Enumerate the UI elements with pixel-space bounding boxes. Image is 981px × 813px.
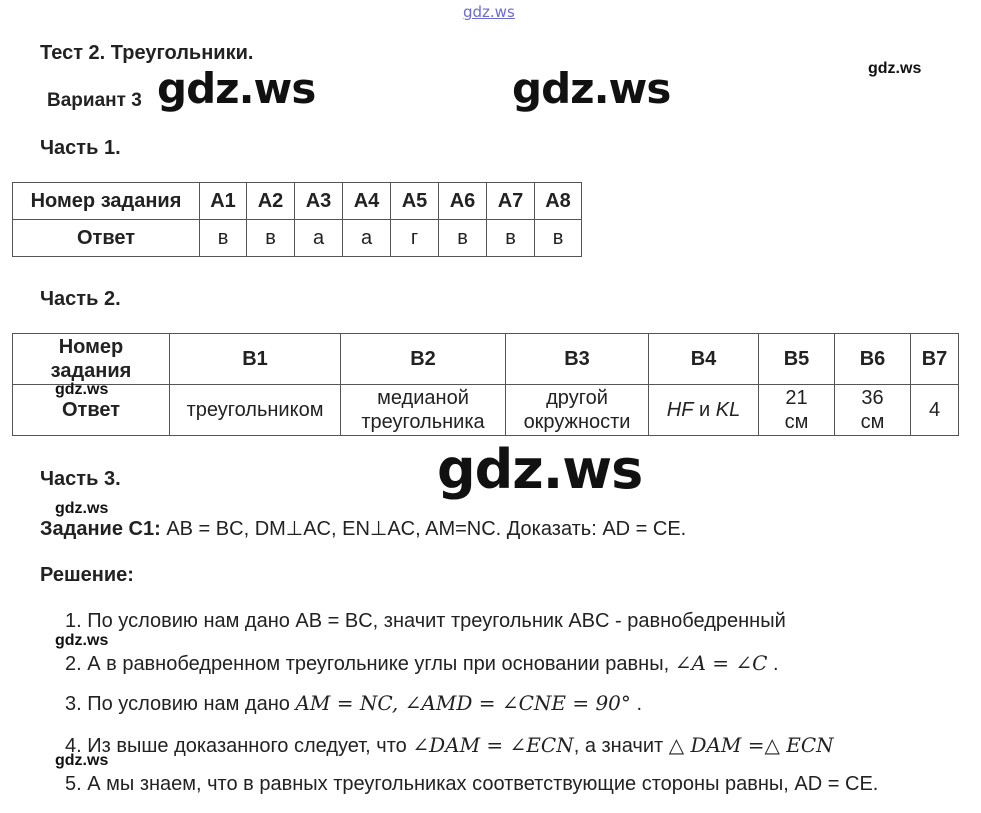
answer-cell [506,385,649,436]
answer-line: треугольника [361,411,485,433]
answer-cell: г [391,220,439,257]
watermark: gdz.ws [55,381,109,398]
solution-step: 1. По условию нам дано AB = BC, значит треугольник ABC - равнобедренный [65,610,786,632]
watermark: gdz.ws [55,500,109,517]
variant-label: Вариант 3 [47,90,142,111]
answer-cell: а [343,220,391,257]
header-line: Номер [58,336,124,358]
answer-line: 36 [861,387,884,409]
answer-cell: в [439,220,487,257]
answer-cell [341,385,506,436]
table-header-cell [13,334,170,385]
step-text: 2. А в равнобедренном треугольнике углы при основании равны, [65,653,675,675]
answer-line: медианой [377,387,469,409]
task-number-cell: A8 [535,183,582,220]
answer-line: см [784,411,809,433]
solution-step [65,651,779,676]
task-number-cell: B7 [911,334,959,385]
watermark: gdz.ws [55,632,109,649]
watermark: gdz.ws [55,752,109,769]
task-label: Задание С1: [40,518,161,540]
answer-line: см [860,411,885,433]
page-title: Тест 2. Треугольники. [40,42,254,64]
table-row [13,385,959,436]
solution-step [65,733,834,758]
answer-cell: в [535,220,582,257]
task-number-cell: B6 [835,334,911,385]
task-number-cell: B2 [341,334,506,385]
table-row [13,220,582,257]
task-number-cell: A6 [439,183,487,220]
top-watermark-link[interactable]: gdz.ws [463,3,515,21]
watermark: gdz.ws [437,438,643,501]
task-number-cell: B1 [170,334,341,385]
answer-line: 21 [785,387,808,409]
task-number-cell: A4 [343,183,391,220]
answer-part: и [693,399,716,421]
task-number-cell: A5 [391,183,439,220]
task-number-cell: B3 [506,334,649,385]
task-number-cell: A1 [200,183,247,220]
answer-cell [649,385,759,436]
solution-label: Решение: [40,564,134,586]
step-formula: ∠DAM = ∠ECN [412,733,574,757]
step-formula: △ DAM =△ ECN [668,733,834,757]
table-header-cell: Ответ [13,385,170,436]
watermark: gdz.ws [157,64,316,113]
task-number-cell: A2 [247,183,295,220]
answer-cell [835,385,911,436]
step-text: , а значит [573,735,669,757]
answer-cell: 4 [911,385,959,436]
step-formula: ∠A = ∠C [674,651,768,675]
task-number-cell: A7 [487,183,535,220]
table-header-cell: Номер задания [13,183,200,220]
table-row [13,334,959,385]
part1-answer-table [12,182,582,257]
task-number-cell: B5 [759,334,835,385]
answer-part: HF [666,399,694,421]
step-text: 4. Из выше доказанного следует, что [65,735,413,757]
watermark: gdz.ws [868,60,922,77]
header-line: задания [50,360,132,382]
part2-heading: Часть 2. [40,288,121,310]
part1-heading: Часть 1. [40,137,121,159]
step-text: . [767,653,779,675]
step-text: . [630,693,643,715]
answer-cell [759,385,835,436]
watermark: gdz.ws [512,64,671,113]
task-c1 [40,516,686,541]
answer-line: другой [546,387,608,409]
table-row [13,183,582,220]
answer-cell: в [487,220,535,257]
answer-part: KL [715,399,741,421]
step-formula: AM = NC, ∠AMD = ∠CNE = 90° [295,691,631,715]
answer-cell: в [247,220,295,257]
answer-cell: а [295,220,343,257]
part2-answer-table [12,333,959,436]
step-text: 3. По условию нам дано [65,693,296,715]
solution-step [65,691,642,716]
task-number-cell: B4 [649,334,759,385]
solution-step: 5. А мы знаем, что в равных треугольниках соответствующие стороны равны, AD = CE. [65,773,879,795]
table-header-cell: Ответ [13,220,200,257]
answer-cell: в [200,220,247,257]
task-number-cell: A3 [295,183,343,220]
answer-line: окружности [523,411,631,433]
part3-heading: Часть 3. [40,468,121,490]
task-text: AB = BC, DM⊥AC, EN⊥AC, AM=NC. Доказать: AD = CE. [160,518,687,540]
answer-cell: треугольником [170,385,341,436]
